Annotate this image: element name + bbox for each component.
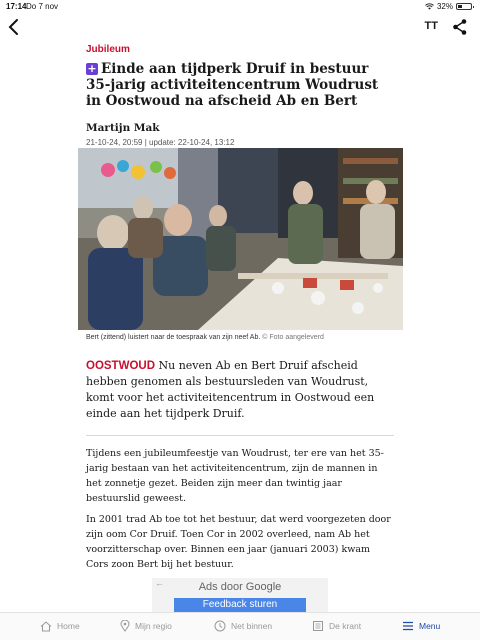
article-photo[interactable]	[78, 148, 403, 330]
nav-item-regio[interactable]	[120, 613, 172, 639]
status-right	[425, 2, 472, 11]
article-paragraph-2: In 2001 trad Ab toe tot het bestuur, dat werd voorgezeten door zijn oom Cor Druif. Toen Cor in 2002 overleed, nam Ab het voorzitterschap over. Binnen een jaar (januari 2003) kwam Cors zoon Bert bij het bestuur.	[86, 514, 391, 570]
nav-item-krant[interactable]	[312, 613, 361, 639]
battery-percent: 32%	[436, 2, 453, 11]
home-icon	[40, 621, 52, 632]
newspaper-icon	[312, 620, 324, 632]
lead-divider	[86, 435, 394, 436]
article-headline	[86, 61, 394, 109]
nav-item-menu[interactable]	[402, 613, 440, 639]
share-icon[interactable]	[452, 18, 468, 36]
lead-place: OOSTWOUD	[86, 360, 155, 372]
plus-badge-icon: +	[87, 62, 97, 75]
nav-item-home[interactable]	[40, 613, 80, 639]
nav-item-label: Net binnen	[231, 621, 273, 631]
headline-text: Einde aan tijdperk Druif in bestuur 35-jarig activiteitencentrum Woudrust in Oostwoud na afscheid Ab en Bert	[86, 61, 379, 109]
arrow-left-icon[interactable]: ←	[155, 578, 164, 588]
bottom-nav	[0, 612, 480, 640]
feedback-button[interactable]: Feedback sturen	[174, 598, 306, 612]
article-lead	[86, 358, 396, 422]
top-toolbar	[0, 14, 480, 42]
hamburger-menu-icon	[402, 621, 414, 631]
lead-text: Nu neven Ab en Bert Druif afscheid hebben genomen als bestuursleden van Woudrust, komt voor het activiteitencentrum in Oostwoud een einde aan het tijdperk Druif.	[86, 359, 375, 420]
clock-icon	[214, 620, 226, 632]
photo-caption-text: Bert (zittend) luistert naar de toespraak van zijn neef Ab.	[86, 334, 261, 341]
article-paragraph-1: Tijdens een jubileumfeestje van Woudrust, ter ere van het 35-jarig bestaan van het activiteitencentrum, zijn de mannen in het zonnetje gezet. Beiden zijn meer dan twintig jaar bestuurslid geweest.	[86, 448, 384, 504]
photo-illustration	[78, 148, 403, 330]
ad-label-brand: Google	[245, 581, 282, 593]
article-dateline: 21-10-24, 20:59 | update: 22-10-24, 13:12	[86, 138, 235, 147]
text-size-button[interactable]: TT	[424, 20, 438, 32]
ad-label	[152, 581, 328, 593]
article-kicker[interactable]: Jubileum	[86, 44, 130, 55]
location-pin-icon	[120, 620, 130, 632]
nav-item-label: Menu	[419, 621, 441, 631]
photo-caption	[86, 334, 396, 341]
nav-item-binnen[interactable]	[214, 613, 272, 639]
article-author[interactable]: Martijn Mak	[86, 122, 160, 134]
nav-item-label: Home	[57, 621, 80, 631]
article-header	[86, 44, 394, 147]
status-date: Do 7 nov	[26, 2, 59, 11]
status-bar	[0, 0, 480, 14]
status-time: 17:14	[6, 2, 27, 11]
wifi-icon	[425, 3, 434, 10]
ad-label-prefix: Ads door	[198, 581, 246, 593]
ad-block	[152, 578, 328, 612]
battery-icon	[456, 3, 472, 10]
nav-item-label: De krant	[329, 621, 362, 631]
nav-item-label: Mijn regio	[135, 621, 172, 631]
photo-credit: © Foto aangeleverd	[262, 334, 324, 341]
chevron-left-icon[interactable]	[4, 16, 24, 38]
